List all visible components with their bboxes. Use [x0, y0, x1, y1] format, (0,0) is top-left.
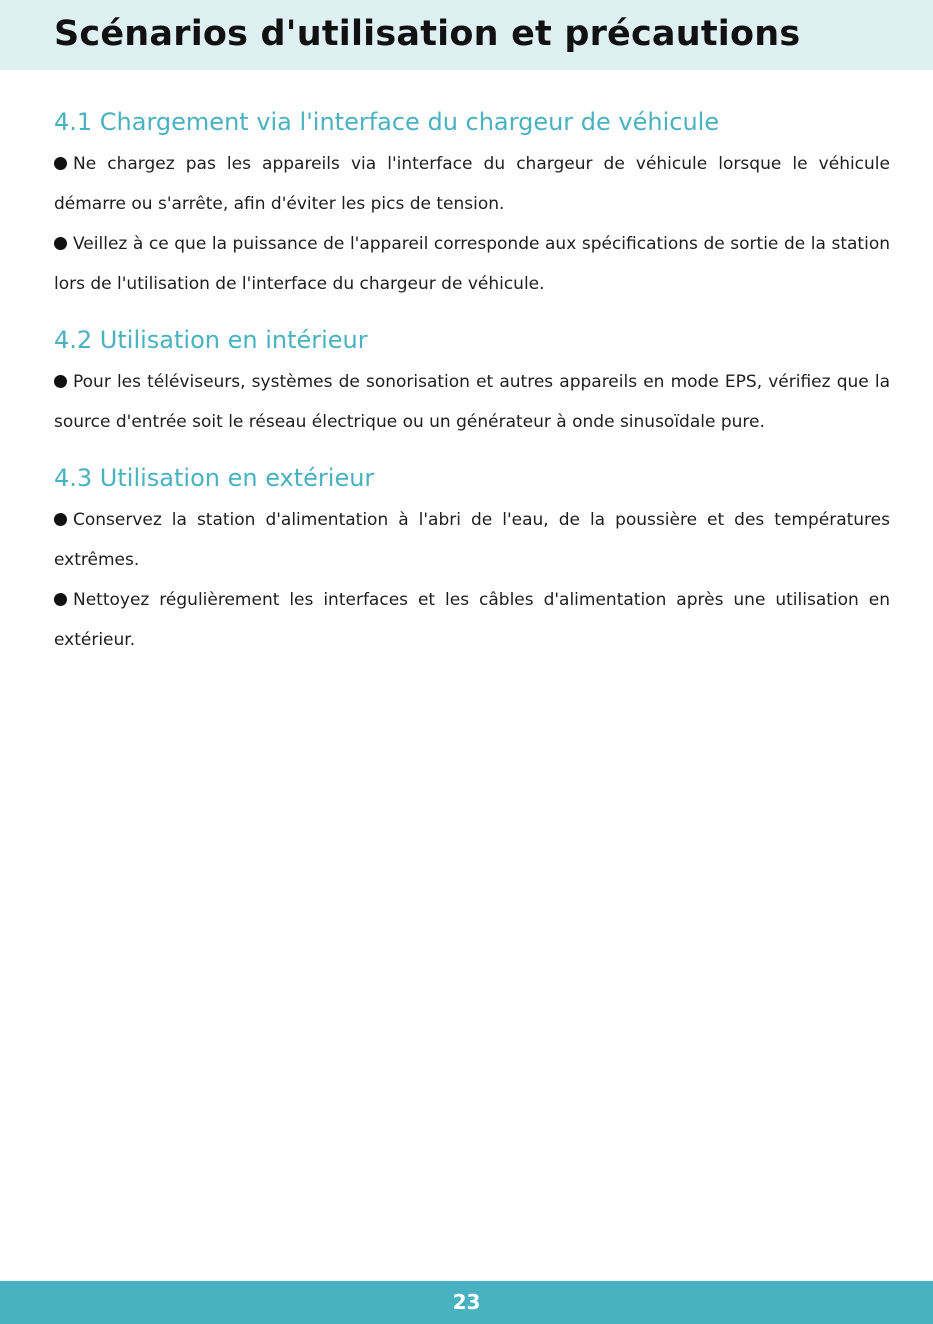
bullet-dot-icon — [54, 237, 67, 250]
bullet-text: Veillez à ce que la puissance de l'appareil corresponde aux spécifications de sortie de la station lors de l'utilisation de l'interface du chargeur de véhicule. — [54, 234, 890, 294]
bullet-item — [54, 500, 890, 580]
page-number: 23 — [452, 1290, 481, 1314]
bullet-text: Conservez la station d'alimentation à l'abri de l'eau, de la poussière et des températures extrêmes. — [54, 510, 890, 570]
bullet-dot-icon — [54, 593, 67, 606]
section-indoor-use — [54, 318, 890, 442]
bullet-text: Ne chargez pas les appareils via l'interface du chargeur de véhicule lorsque le véhicule démarre ou s'arrête, afin d'éviter les pics de tension. — [54, 154, 890, 214]
bullet-item — [54, 144, 890, 224]
section-heading: 4.3 Utilisation en extérieur — [54, 464, 375, 492]
bullet-dot-icon — [54, 375, 67, 388]
bullet-dot-icon — [54, 513, 67, 526]
bullet-text: Nettoyez régulièrement les interfaces et les câbles d'alimentation après une utilisation en extérieur. — [54, 590, 890, 650]
section-vehicle-charger — [54, 100, 890, 304]
footer-band — [0, 1281, 933, 1324]
header-band — [0, 0, 933, 70]
page-title: Scénarios d'utilisation et précautions — [54, 14, 801, 54]
section-heading: 4.1 Chargement via l'interface du chargeur de véhicule — [54, 108, 720, 136]
section-heading: 4.2 Utilisation en intérieur — [54, 326, 368, 354]
bullet-text: Pour les téléviseurs, systèmes de sonorisation et autres appareils en mode EPS, vérifiez que la source d'entrée soit le réseau électrique ou un générateur à onde sinusoïdale pure. — [54, 372, 890, 432]
bullet-item — [54, 580, 890, 660]
main-content — [54, 100, 890, 660]
section-outdoor-use — [54, 456, 890, 660]
bullet-dot-icon — [54, 157, 67, 170]
bullet-item — [54, 224, 890, 304]
bullet-item — [54, 362, 890, 442]
